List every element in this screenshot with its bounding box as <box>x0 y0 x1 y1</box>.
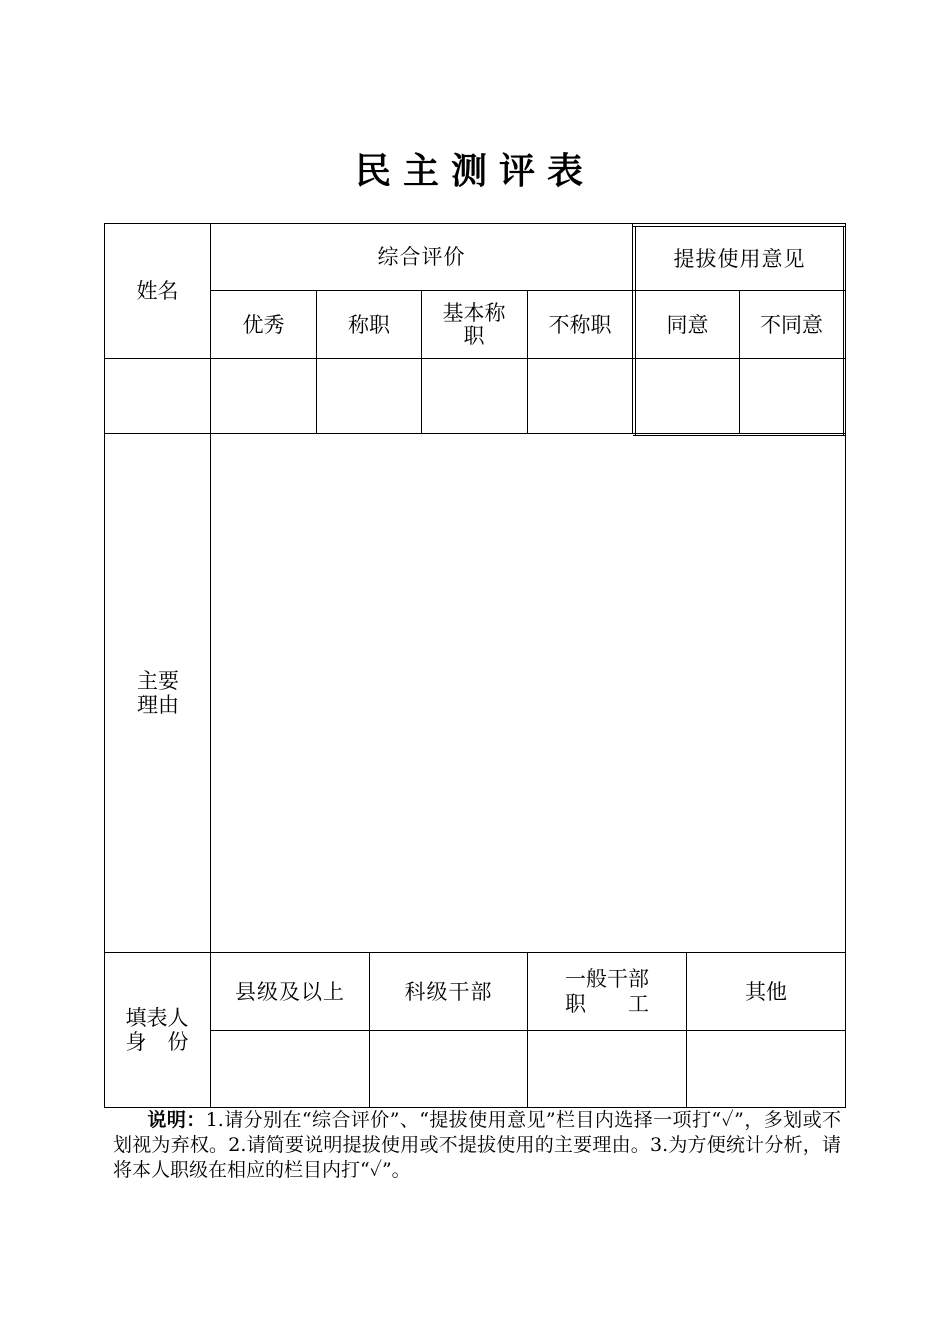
reason-input-area[interactable] <box>211 434 845 952</box>
disagree-check-cell[interactable] <box>740 359 843 433</box>
option-competent: 称职 <box>348 312 390 337</box>
instructions-note <box>113 1108 841 1183</box>
name-header: 姓名 <box>136 279 179 303</box>
identity-general-staff: 一般干部职 工 <box>565 966 649 1016</box>
option-basically-competent: 基本称职 <box>442 300 506 348</box>
option-excellent: 优秀 <box>242 312 285 337</box>
note-text: 1.请分别在“综合评价”、“提拔使用意见”栏目内选择一项打“✓”，多划或不划视为弃权。2.请简要说明提拔使用或不提拔使用的主要理由。3.为方便统计分析，请将本人职级在相应的栏目内打“✓”。 <box>113 1109 841 1181</box>
overall-evaluation-header: 综合评价 <box>377 245 466 269</box>
agree-check-cell[interactable] <box>636 359 739 433</box>
option-disagree: 不同意 <box>760 312 823 337</box>
identity-county-level: 县级及以上 <box>235 979 345 1004</box>
promotion-opinion-header: 提拔使用意见 <box>673 246 806 271</box>
section-level-check-cell[interactable] <box>370 1031 527 1107</box>
identity-label: 填表人身 份 <box>125 1006 189 1054</box>
identity-section-level: 科级干部 <box>404 979 493 1004</box>
reason-label: 主要理由 <box>137 669 179 717</box>
county-level-check-cell[interactable] <box>211 1031 369 1107</box>
incompetent-check-cell[interactable] <box>528 359 632 433</box>
basically-competent-check-cell[interactable] <box>422 359 527 433</box>
general-staff-check-cell[interactable] <box>528 1031 686 1107</box>
competent-check-cell[interactable] <box>317 359 421 433</box>
option-incompetent: 不称职 <box>548 312 612 337</box>
identity-other: 其他 <box>745 979 787 1004</box>
other-check-cell[interactable] <box>687 1031 845 1107</box>
note-label: 说明： <box>147 1109 206 1131</box>
page-title: 民主测评表 <box>354 150 595 192</box>
name-input-cell[interactable] <box>105 359 210 433</box>
excellent-check-cell[interactable] <box>211 359 316 433</box>
option-agree: 同意 <box>666 312 709 337</box>
